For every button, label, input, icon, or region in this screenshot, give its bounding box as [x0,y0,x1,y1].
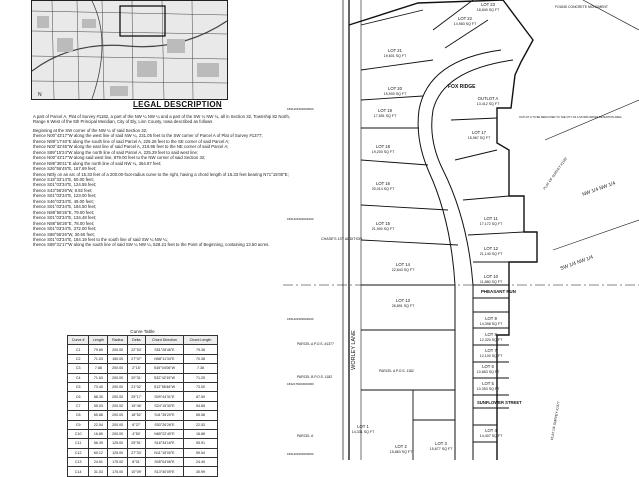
parcel-id-label: 1831101502000000 [287,107,314,111]
curve-table-row [68,401,218,410]
lot-name-label: LOT 3 [435,441,447,446]
curve-table-cell: C12 [68,448,89,457]
curve-table-title: Curve Table [130,329,155,334]
curve-table-cell: 71.03 [89,354,108,363]
curve-table-cell: S53°26'26"E [145,420,183,429]
lot-area-label: 11,880 SQ FT [479,280,503,284]
curve-table-header: Chord Direction [145,336,183,345]
parcel-label: PARCEL B P.O.S. 1182 [297,375,333,379]
street-label-fox-ridge: FOX RIDGE [448,84,476,90]
curve-table-cell: C10 [68,429,89,438]
curve-table-row [68,420,218,429]
curve-table-cell: 2°15' [127,364,145,373]
chases-addition-label: CHASE'S 1ST ADDITION [321,237,362,241]
curve-table-row [68,354,218,363]
curve-table-cell: C7 [68,401,89,410]
curve-table-header: Chord Length [184,336,218,345]
curve-table-cell: 55.03 [89,401,108,410]
lot-area-label: 12,100 SQ FT [479,354,503,358]
legal-call: thence N00°43'17"W along the west line of said NW ¼, 231.05 feet to the SW corner of Parcel A of Plat of Survey #1377; [33,133,263,139]
curve-table-cell: 200.00 [108,429,127,438]
curve-table-row [68,382,218,391]
legal-call: thence S89°31'17"W along the south line of said SW ¼ NW ¼, 528.21 feet to the Point of Beginning, containing 13.50 acres. [33,242,270,248]
curve-table-cell: 27°07' [127,354,145,363]
lot-name-label: LOT 6 [482,364,494,369]
curve-table-cell: 175.00 [108,467,127,476]
curve-table-cell: 6°27' [127,420,145,429]
curve-table-cell: 7.88 [89,364,108,373]
lot-name-label: LOT 23 [481,2,495,7]
legal-description-intro: A part of Parcel A, Plat of Survey #1182, a part of the NW ¼ NW ¼ and a part of the SW ¼ NW ¼, all in Section 32, Township 82 North, Range 6 West of the 5th Principal Meridian, City of Ely, Linn County, Iowa described as follows [33,114,291,125]
curve-table-cell: S24°15'30"E [145,401,183,410]
lot-area-label: 15,677 SQ FT [429,447,453,451]
lot-area-label: 12,320 SQ FT [479,338,503,342]
curve-table-cell: N58°11'34"E [145,354,183,363]
legal-call: thence S43°56'26"W, 8.92 feet; [33,187,93,193]
lot-name-label: LOT 21 [388,48,402,53]
curve-table-cell: C9 [68,420,89,429]
curve-table-cell: 18°52' [127,411,145,420]
lot-name-label: LOT 9 [485,316,497,321]
curve-table-cell: 71.25 [184,373,218,382]
curve-table-cell: C8 [68,411,89,420]
curve-table-cell: S09°44'31"E [145,392,183,401]
legal-call: Beginning at the SW corner of the NW ¼ of said Section 32; [33,127,148,133]
plat-map [283,0,639,460]
curve-table-cell: 65.88 [89,411,108,420]
curve-table-cell: 20°31' [127,373,145,382]
curve-table-cell: 125.00 [108,448,127,457]
lot-name-label: LOT 4 [485,428,497,433]
legal-description-title: LEGAL DESCRIPTION [133,100,222,109]
legal-call: thence N89°38'41"E along the north line of said NW ¼, 364.87 feet; [33,160,162,166]
curve-table-cell: C2 [68,354,89,363]
legal-call: thence S46°03'34"E, 49.00 feet; [33,198,94,204]
legal-call: thence N89°17'40"E along the south line of said Parcel A, 225.26 feet to the SE corner of said Parcel A; [33,138,230,144]
curve-table-row [68,411,218,420]
curve-table-cell: 4°50' [127,429,145,438]
lot-name-label: LOT 18 [376,144,390,149]
curve-table-cell: 30.99 [184,467,218,476]
curve-table-cell: 200.00 [108,411,127,420]
legal-call: thence S01°03'34"E, 134.48 feet; [33,215,97,221]
curve-table-cell: 24.49 [184,458,218,467]
curve-table-cell: 200.00 [108,373,127,382]
curve-table-cell: C13 [68,458,89,467]
curve-table-cell: 150.00 [108,354,127,363]
curve-table-cell: 56.39 [89,439,108,448]
lot-area-label: 10,353 SQ FT [476,387,500,391]
curve-table-cell: 7.38 [184,364,218,373]
lot-area-label: 19,200 SQ FT [371,150,395,154]
legal-call: thence S01°03'34"E, 124.55 feet; [33,182,97,188]
curve-table-cell: 54.85 [184,401,218,410]
legal-call: thence S26°56'45"E, 167.69 feet; [33,166,97,172]
street-label-pheasant-run: PHEASANT RUN [481,289,516,294]
lot-name-label: LOT 20 [388,86,402,91]
lot-name-label: LOT 2 [395,444,407,449]
legal-call: thence S18°33'14"E, 50.00 feet; [33,176,94,182]
curve-table-cell: C6 [68,392,89,401]
curve-table-cell: 60.12 [89,448,108,457]
curve-table-row [68,429,218,438]
curve-table-row [68,448,218,457]
legal-call: thence S88°56'26"W, 30.50 feet; [33,231,95,237]
curve-table-cell: 15°46' [127,401,145,410]
curve-table-cell: C5 [68,382,89,391]
curve-table-cell: 22.54 [89,420,108,429]
lot-area-label: 10,863 SQ FT [476,370,500,374]
curve-table-cell: 24.51 [89,458,108,467]
lot-area-label: 17,172 SQ FT [479,222,503,226]
curve-table-cell: 55.91 [184,439,218,448]
lot-area-label: 26,891 SQ FT [391,304,415,308]
curve-table-cell: 200.00 [108,345,127,354]
svg-text:N: N [38,92,42,98]
parcel-label: PARCEL A [297,434,314,438]
legal-description-calls [33,128,301,248]
plat-of-survey-label: PLAT OF SURVEY #1182 [542,156,569,191]
curve-table-cell: S12°58'46"W [145,382,183,391]
curve-table-cell: 70.38 [184,354,218,363]
outlot-note: OUTLOT A TO BE DEDICATED TO THE CITY AS A STORM WATER DETENTION AREA [519,116,622,119]
quarter-label-nw: NW 1/4 NW 1/4 [581,180,617,198]
lot-area-label: 14,983 SQ FT [453,22,477,26]
legal-call: thence S01°03'34"E, 123.00 feet; [33,193,97,199]
lot-area-label: 14,407 SQ FT [479,434,503,438]
curve-table-cell: 79.36 [184,345,218,354]
parcel-id-label: 1832176003000000 [287,382,314,386]
lot-name-label: OUTLOT A [477,96,499,101]
curve-table-cell: 200.00 [108,401,127,410]
curve-table-cell: S32°42'15"W [145,373,183,382]
lot-area-label: 21,900 SQ FT [371,227,395,231]
curve-table-row [68,364,218,373]
legal-call: thence N00°42'45"W along the east line of said Parcel A, 219.95 feet to the NE corner of said Parcel A; [33,144,229,150]
parcel-label: PARCEL A P.O.S. #1377 [297,342,334,346]
lot-name-label: LOT 8 [485,332,497,337]
legal-call: thence N88°56'26"E, 79.00 feet; [33,209,95,215]
legal-call: thence NEly on an arc of 15.33 feet of a 200.00-foot-radius curve to the right, having a chord length of 15.33 feet bearing N71°15'00"E; [33,171,289,177]
plat-of-survey-label: PLAT OF SURVEY #1377 [550,401,561,441]
quarter-label-sw: SW 1/4 NW 1/4 [559,254,595,272]
lot-name-label: LOT 16 [376,181,390,186]
lot-name-label: LOT 19 [378,108,392,113]
lot-area-label: 15,967 SQ FT [467,136,491,140]
vicinity-map [31,0,228,100]
lot-name-label: LOT 10 [484,274,498,279]
lot-area-label: 22,643 SQ FT [391,268,415,272]
lot-area-label: 17,651 SQ FT [373,114,397,118]
curve-table-cell: 8°01' [127,458,145,467]
lot-name-label: LOT 22 [458,16,472,21]
lot-name-label: LOT 5 [482,381,494,386]
curve-table-row [68,458,218,467]
curve-table-cell: S51°28'46"E [145,345,183,354]
parcel-id-label: 1831101502003000 [287,452,314,456]
lot-name-label: LOT 15 [376,221,390,226]
curve-table-cell: S41°35'20"E [145,411,183,420]
curve-table-cell: C14 [68,467,89,476]
curve-table-cell: S13°40'09"E [145,467,183,476]
curve-table-row [68,373,218,382]
curve-table-cell: 16.88 [184,429,218,438]
parcel-id-label: 1831101502002000 [287,317,314,321]
curve-table-cell: 65.58 [184,411,218,420]
curve-table-cell: 71.63 [89,373,108,382]
curve-table-cell: 22.53 [184,420,218,429]
curve-table-cell: 27°33' [127,448,145,457]
curve-table-cell: 22°53' [127,345,145,354]
curve-table-row [68,392,218,401]
curve-table-cell: 10°09' [127,467,145,476]
street-label-sunflower: SUNFLOWER STREET [477,400,522,405]
curve-table-cell: 31.03 [89,467,108,476]
curve-table-row [68,345,218,354]
lot-area-label: 20,014 SQ FT [371,187,395,191]
curve-table-cell: 200.00 [108,382,127,391]
curve-table-cell: S16°34'16"E [145,439,183,448]
lot-name-label: LOT 14 [396,262,410,267]
monument-note: FOUND CONCRETE MONUMENT [555,5,608,9]
lot-area-label: 13,412 SQ FT [476,102,500,106]
legal-call: thence N00°43'17"W along said west line, 879.00 feet to the NW corner of said Section 32; [33,155,206,161]
curve-table-row [68,439,218,448]
curve-table-cell: 73.40 [89,382,108,391]
curve-table-header: Delta [127,336,145,345]
curve-table-cell: 88.30 [89,392,108,401]
curve-table-cell: C3 [68,364,89,373]
legal-call: thence S89°15'24"W along the north line of said Parcel A, 225.29 feet to said west line; [33,149,199,155]
lot-name-label: LOT 17 [472,130,486,135]
lot-area-label: 15,900 SQ FT [383,92,407,96]
curve-table-cell: N11°15'00"E [145,448,183,457]
curve-table-cell: 25°51' [127,439,145,448]
lot-area-label: 15,863 SQ FT [389,450,413,454]
plat-map-drawing [283,0,639,460]
curve-table-cell: 73.00 [184,382,218,391]
parcel-id-label: 1831101502001000 [287,217,314,221]
lot-area-label: 18,840 SQ FT [476,8,500,12]
lot-area-label: 19,601 SQ FT [383,54,407,58]
curve-table-cell: 16.89 [89,429,108,438]
legal-description-text [33,114,301,248]
lot-name-label: LOT 7 [485,348,497,353]
curve-table-cell: 200.00 [108,420,127,429]
curve-table-grid [67,335,218,477]
street-label-worley-lane: WORLEY LANE [351,330,357,370]
curve-table-cell: 59.54 [184,448,218,457]
curve-table-cell: 200.00 [108,364,127,373]
curve-table-cell: 21°02' [127,382,145,391]
legal-call: thence S01°03'34"E, 372.00 feet; [33,226,97,232]
curve-table [67,329,218,477]
curve-table-cell: C4 [68,373,89,382]
lot-name-label: LOT 13 [396,298,410,303]
curve-table-cell: S45°04'06"W [145,364,183,373]
lot-area-label: 14,331 SQ FT [351,430,375,434]
legal-call: thence N88°56'26"E, 78.00 feet; [33,220,95,226]
parcel-label: PARCEL A P.O.S. 1182 [379,369,414,373]
curve-table-cell: 175.00 [108,458,127,467]
curve-table-cell: S05°04'06"E [145,458,183,467]
legal-call: thence S01°03'34"E, 184.19 feet to the south line of said SW ¼ NW ¼; [33,236,168,242]
curve-table-cell: 125.00 [108,439,127,448]
curve-table-cell: 25°17' [127,392,145,401]
curve-table-row [68,467,218,476]
lot-area-label: 21,140 SQ FT [479,252,503,256]
curve-table-cell: N65°22'40"E [145,429,183,438]
curve-table-cell: C11 [68,439,89,448]
curve-table-header: Radius [108,336,127,345]
lot-name-label: LOT 11 [484,216,498,221]
legal-call: thence S01°03'34"E, 184.50 feet; [33,204,97,210]
lot-name-label: LOT 1 [357,424,369,429]
vicinity-map-drawing [32,1,227,99]
curve-table-header: Curve # [68,336,89,345]
curve-table-cell: 79.89 [89,345,108,354]
lot-name-label: LOT 12 [484,246,498,251]
curve-table-cell: 200.00 [108,392,127,401]
curve-table-cell: C1 [68,345,89,354]
lot-area-label: 14,398 SQ FT [479,322,503,326]
curve-table-header: Length [89,336,108,345]
curve-table-cell: 87.59 [184,392,218,401]
